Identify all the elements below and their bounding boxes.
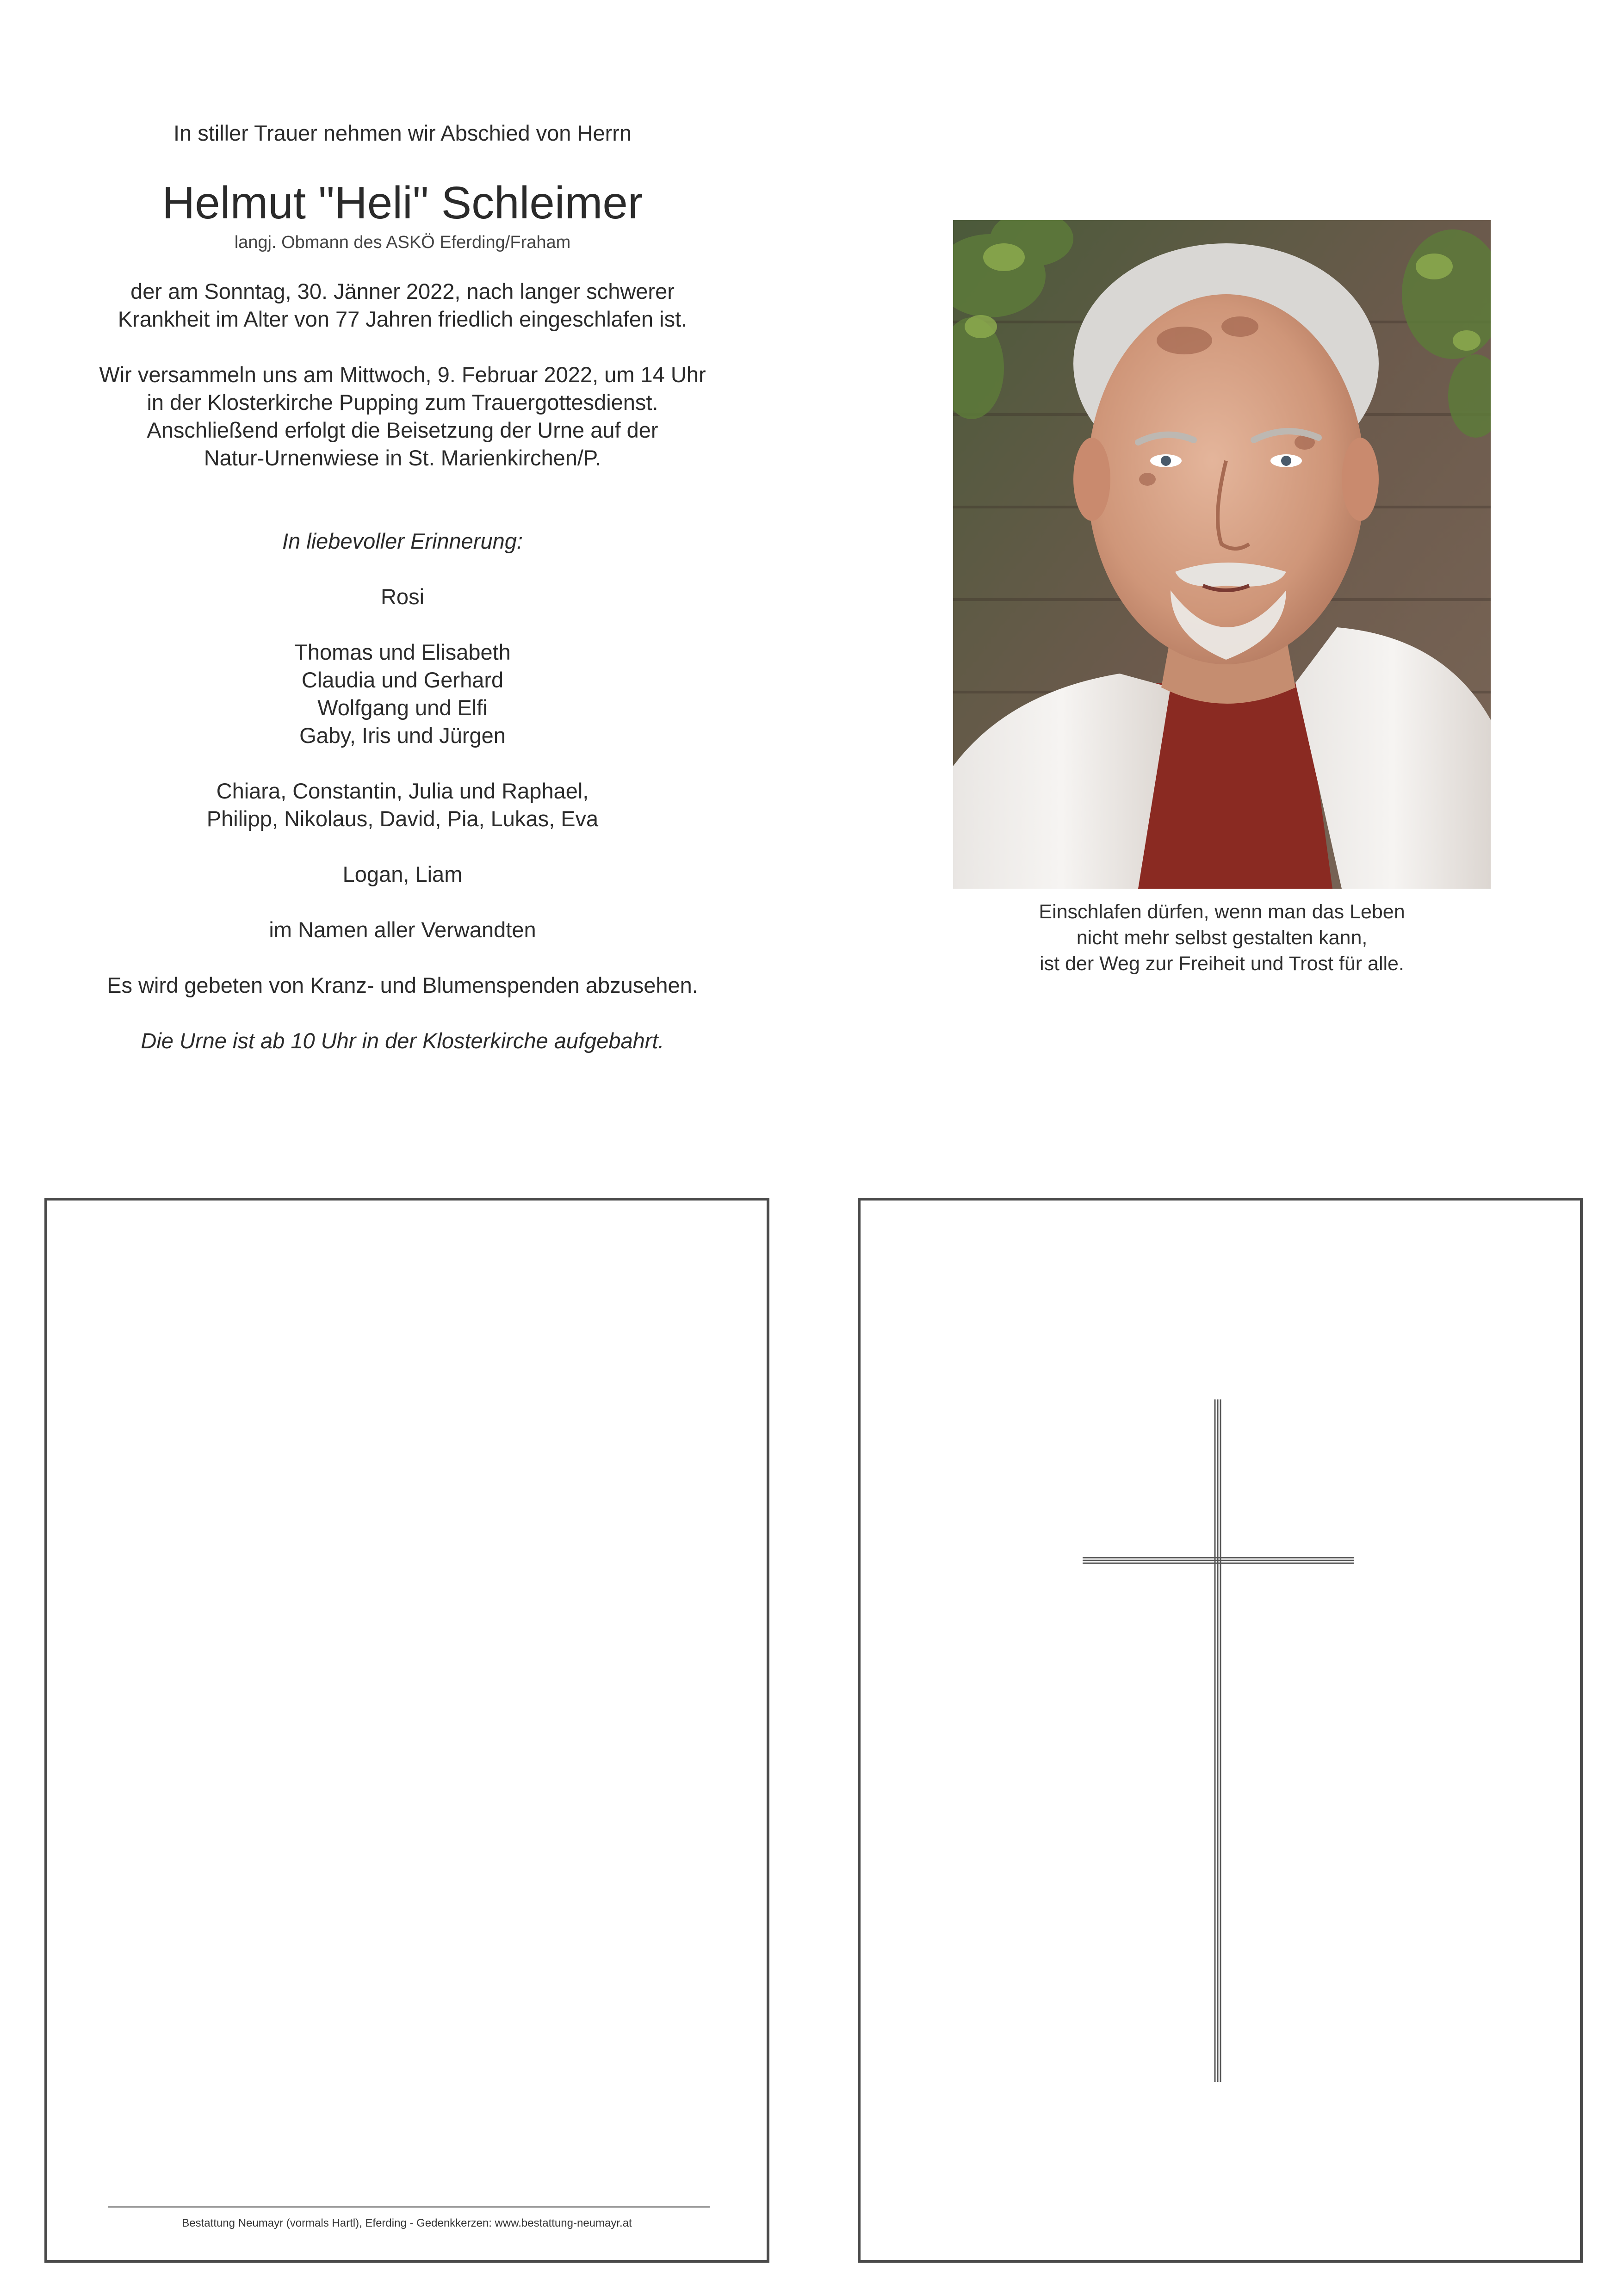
- card-back: [44, 1198, 769, 2263]
- great-grandchildren: Logan, Liam: [342, 862, 463, 886]
- spouse-name: Rosi: [380, 584, 425, 609]
- portrait-photo: [953, 220, 1491, 889]
- footer-divider: [108, 2206, 710, 2208]
- cross-icon: [861, 1201, 1580, 2260]
- death-line-1: der am Sonntag, 30. Jänner 2022, nach langer schwerer: [130, 279, 675, 303]
- death-line-2: Krankheit im Alter von 77 Jahren friedlich eingeschlafen ist.: [118, 307, 688, 331]
- children-line-3: Wolfgang und Elfi: [317, 695, 488, 720]
- children-line-1: Thomas und Elisabeth: [294, 640, 511, 664]
- quote-line-2: nicht mehr selbst gestalten kann,: [1076, 927, 1368, 949]
- grandchildren-line-2: Philipp, Nikolaus, David, Pia, Lukas, Eva: [206, 806, 599, 831]
- service-line-4: Natur-Urnenwiese in St. Marienkirchen/P.: [204, 446, 601, 470]
- service-line-2: in der Klosterkirche Pupping zum Trauergottesdienst.: [147, 390, 658, 415]
- footer-text: Bestattung Neumayr (vormals Hartl), Eferding - Gedenkkerzen: www.bestattung-neumayr.at: [182, 2217, 632, 2229]
- grandchildren-line-1: Chiara, Constantin, Julia und Raphael,: [216, 779, 589, 803]
- children-line-4: Gaby, Iris und Jürgen: [299, 723, 506, 748]
- remembrance-heading: In liebevoller Erinnerung:: [282, 529, 523, 553]
- flowers-note: Es wird gebeten von Kranz- und Blumenspenden abzusehen.: [107, 973, 698, 997]
- intro-line: In stiller Trauer nehmen wir Abschied von Herrn: [173, 121, 632, 145]
- quote-line-1: Einschlafen dürfen, wenn man das Leben: [1039, 901, 1405, 923]
- children-line-2: Claudia und Gerhard: [301, 668, 504, 692]
- quote-line-3: ist der Weg zur Freiheit und Trost für alle.: [1040, 953, 1404, 975]
- card-front: [858, 1198, 1583, 2263]
- service-line-3: Anschließend erfolgt die Beisetzung der Urne auf der: [147, 418, 658, 442]
- deceased-title: langj. Obmann des ASKÖ Eferding/Fraham: [234, 233, 571, 252]
- deceased-name: Helmut "Heli" Schleimer: [162, 177, 643, 228]
- relatives-line: im Namen aller Verwandten: [269, 917, 536, 942]
- urn-note: Die Urne ist ab 10 Uhr in der Klosterkirche aufgebahrt.: [141, 1028, 664, 1053]
- portrait-illustration: [953, 220, 1491, 889]
- service-line-1: Wir versammeln uns am Mittwoch, 9. Februar 2022, um 14 Uhr: [99, 362, 706, 387]
- memorial-quote: [925, 899, 1518, 977]
